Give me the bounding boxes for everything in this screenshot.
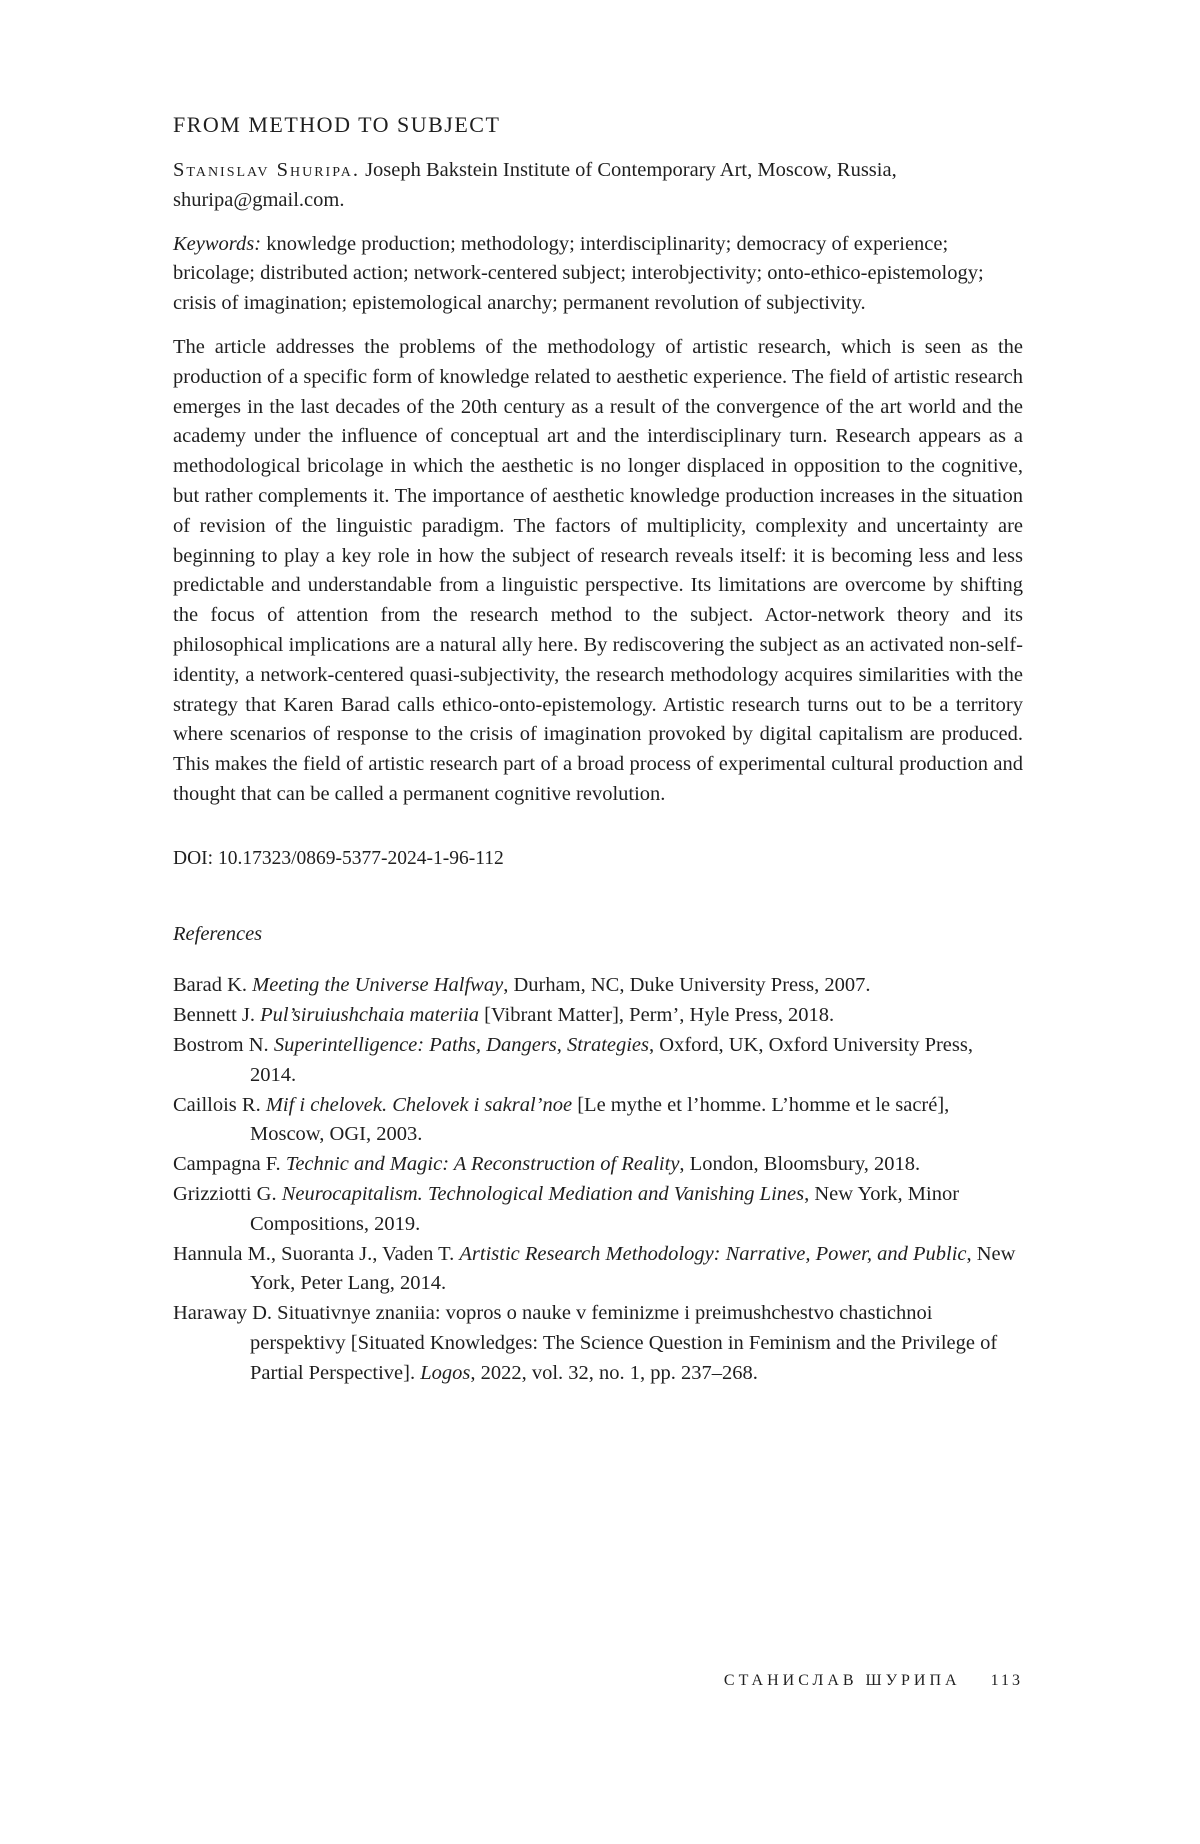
- reference-author: Haraway D. Situativnye znaniia: vopros o nauke v feminizme i preimushchestvo chastichnoi perspektivy [Situated Knowledges: The Science Question in Feminism and the Privilege of Partial Perspective].: [173, 1302, 998, 1384]
- reference-item: [173, 1001, 1023, 1031]
- reference-item: [173, 1240, 1023, 1300]
- reference-author: Bennett J.: [173, 1004, 261, 1027]
- references-list: [173, 971, 1023, 1388]
- reference-details: [Vibrant Matter], Perm’, Hyle Press, 2018.: [479, 1004, 835, 1027]
- reference-item: [173, 1180, 1023, 1240]
- author-name: Stanislav Shuripa.: [173, 159, 360, 181]
- reference-title: Superintelligence: Paths, Dangers, Strategies: [273, 1033, 650, 1056]
- article-page: [173, 110, 1023, 1388]
- running-head: СТАНИСЛАВ ШУРИПА: [723, 1672, 961, 1689]
- keywords-text: knowledge production; methodology; interdisciplinarity; democracy of experience; bricolage; distributed action; network-centered subject; interobjectivity; onto-ethico-epistemology; crisis of imagination; epistemological anarchy; permanent revolution of subjectivity.: [173, 232, 984, 315]
- reference-title: Meeting the Universe Halfway: [252, 974, 504, 997]
- keywords-label: Keywords:: [173, 232, 262, 255]
- author-line: [173, 156, 1023, 216]
- reference-details: , New York, Minor Compositions, 2019.: [250, 1182, 960, 1235]
- doi: DOI: 10.17323/0869-5377-2024-1-96-112: [173, 847, 504, 869]
- reference-author: Grizziotti G.: [173, 1182, 282, 1205]
- reference-author: Barad K.: [173, 974, 253, 997]
- reference-details: [Le mythe et l’homme. L’homme et le sacré], Moscow, OGI, 2003.: [250, 1093, 950, 1146]
- article-title: FROM METHOD TO SUBJECT: [173, 112, 501, 137]
- reference-author: Campagna F.: [173, 1153, 286, 1176]
- reference-title: Mif i chelovek. Chelovek i sakral’noe: [265, 1093, 573, 1116]
- page-number: 113: [990, 1672, 1023, 1689]
- references-heading: References: [173, 922, 263, 945]
- reference-title: Artistic Research Methodology: Narrative, Power, and Public: [459, 1242, 967, 1265]
- reference-title: Technic and Magic: A Reconstruction of Reality: [285, 1153, 680, 1176]
- reference-details: , London, Bloomsbury, 2018.: [679, 1153, 921, 1176]
- reference-item: [173, 1299, 1023, 1388]
- abstract: The article addresses the problems of the methodology of artistic research, which is seen as the production of a specific form of knowledge related to aesthetic experience. The field of artistic research emerges in the last decades of the 20th century as a result of the convergence of the art world and the academy under the influence of conceptual art and the interdisciplinary turn. Research appears as a methodological bricolage in which the aesthetic is no longer displaced in opposition to the cognitive, but rather complements it. The importance of aesthetic knowledge production increases in the situation of revision of the linguistic paradigm. The factors of multiplicity, complexity and uncertainty are beginning to play a key role in how the subject of research reveals itself: it is becoming less and less predictable and understandable from a linguistic perspective. Its limitations are overcome by shifting the focus of attention from the research method to the subject. Actor-network theory and its philosophical implications are a natural ally here. By rediscovering the subject as an activated non-self-identity, a network-centered quasi-subjectivity, the research methodology acquires similarities with the strategy that Karen Barad calls ethico-onto-epistemology. Artistic research turns out to be a territory where scenarios of response to the crisis of imagination provoked by digital capitalism are produced. This makes the field of artistic research part of a broad process of experimental cultural production and thought that can be called a permanent cognitive revolution.: [173, 335, 1023, 805]
- reference-details: , New York, Peter Lang, 2014.: [250, 1242, 1016, 1295]
- reference-item: [173, 1091, 1023, 1151]
- reference-details: , 2022, vol. 32, no. 1, pp. 237–268.: [470, 1361, 758, 1384]
- page-footer: [173, 1672, 1023, 1690]
- reference-author: Bostrom N.: [173, 1033, 274, 1056]
- reference-author: Hannula M., Suoranta J., Vaden T.: [173, 1242, 460, 1265]
- reference-item: [173, 971, 1023, 1001]
- reference-title: Pul’siruiushchaia materiia: [260, 1004, 479, 1027]
- author-affiliation: Joseph Bakstein Institute of Contemporary Art, Moscow, Russia, shuripa@gmail.com.: [173, 159, 897, 211]
- reference-details: , Durham, NC, Duke University Press, 2007.: [503, 974, 871, 997]
- reference-details: , Oxford, UK, Oxford University Press, 2014.: [250, 1033, 973, 1086]
- reference-item: [173, 1031, 1023, 1091]
- reference-title: Logos: [420, 1361, 471, 1384]
- reference-title: Neurocapitalism. Technological Mediation and Vanishing Lines: [281, 1182, 805, 1205]
- keywords: [173, 230, 1023, 319]
- reference-item: [173, 1150, 1023, 1180]
- reference-author: Caillois R.: [173, 1093, 266, 1116]
